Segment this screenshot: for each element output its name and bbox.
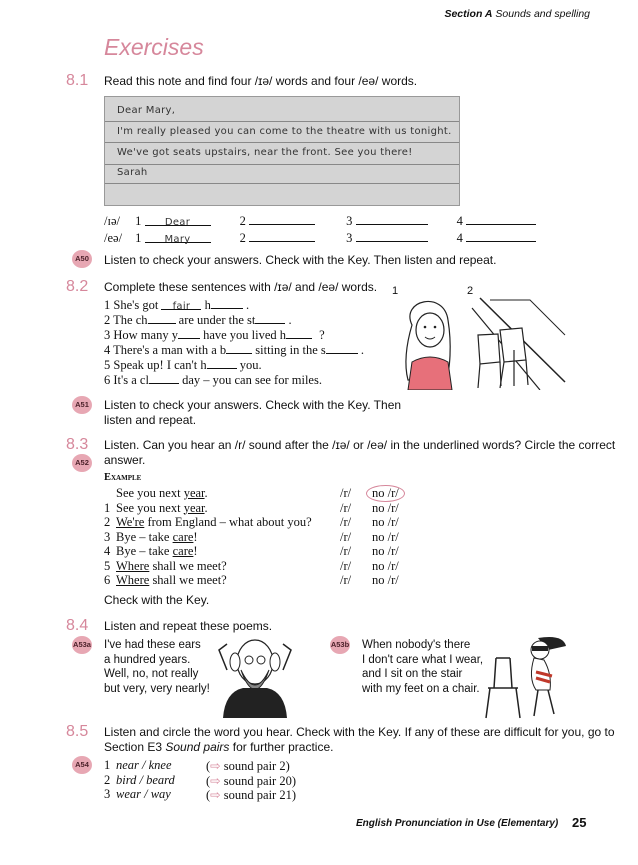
option-no-r[interactable]: no /r/ (372, 573, 399, 587)
poem-line: I've had these ears (104, 639, 201, 651)
sentence: 6 It's a cl day – you can see for miles. (104, 373, 322, 387)
poem-line: I don't care what I wear, (362, 653, 484, 666)
word-pair[interactable]: wear / way (116, 787, 171, 801)
option-r[interactable]: /r/ (340, 573, 352, 587)
option-r[interactable]: /r/ (340, 486, 352, 500)
audio-track-icon[interactable]: A51 (72, 396, 92, 414)
arrow-icon: ⇨ (210, 759, 221, 773)
listen-instruction: listen and repeat. (104, 413, 197, 427)
list-item: 3 wear / way (104, 787, 171, 801)
answer-blank[interactable] (326, 342, 358, 354)
audio-track-icon[interactable]: A53a (72, 636, 92, 654)
option-no-r[interactable]: no /r/ (372, 500, 399, 515)
underlined-word: care (172, 544, 194, 558)
answer-blank[interactable]: Dear (145, 214, 211, 226)
sound-pair-reference[interactable]: (⇨ sound pair 2) (206, 759, 290, 773)
list-item: 1 near / knee (104, 758, 172, 772)
listen-instruction: Listen to check your answers. Check with the Key. Then (104, 398, 402, 412)
page-number: 25 (572, 815, 587, 830)
arrow-icon: ⇨ (210, 788, 221, 802)
underlined-word: Where (116, 558, 150, 573)
answer-row-ia: /ɪə/ 1 Dear 2 3 4 (104, 213, 536, 229)
word-pair[interactable]: near / knee (116, 758, 172, 772)
word-pair[interactable]: bird / beard (116, 772, 175, 787)
exercise-8-4-instruction: Listen and repeat these poems. (104, 619, 273, 633)
sentence: 5 Speak up! I can't h you. (104, 358, 262, 372)
answer-row-ea: /eə/ 1 Mary 2 3 4 (104, 230, 536, 246)
exercise-8-3-instruction: Listen. Can you hear an /r/ sound after the /ɪə/ or /eə/ in the underlined words? Circle the correct (104, 438, 616, 452)
answer-blank[interactable]: Mary (145, 231, 211, 243)
option-r[interactable]: /r/ (340, 515, 352, 529)
answer-blank[interactable] (178, 327, 200, 339)
audio-track-icon[interactable]: A54 (72, 756, 92, 774)
poem-line: but very, very nearly! (104, 682, 210, 695)
poem-line: with my feet on a chair. (362, 682, 480, 695)
exercise-number-8-3: 8.3 (66, 436, 89, 453)
option-r[interactable]: /r/ (340, 558, 352, 573)
audio-track-icon[interactable]: A52 (72, 454, 92, 472)
answer-blank[interactable] (249, 230, 315, 242)
underlined-word: year (183, 500, 205, 515)
sentence: 4 There's a man with a b sitting in the s . (104, 343, 365, 357)
answer-blank[interactable] (356, 213, 428, 225)
table-row: 5 Where shall we meet? (104, 558, 227, 573)
exercise-8-1-instruction: Read this note and find four /ɪə/ words and four /eə/ words. (104, 74, 418, 88)
underlined-word: We're (116, 515, 145, 529)
picture-number: 2 (467, 285, 474, 297)
sentence: 1 She's got fair h . (104, 298, 250, 312)
underlined-word: year (183, 486, 205, 500)
sound-pair-reference[interactable]: (⇨ sound pair 21) (206, 788, 296, 802)
answer-blank[interactable] (466, 230, 536, 242)
header-topic: Sounds and spelling (495, 8, 590, 20)
option-r[interactable]: /r/ (340, 500, 352, 515)
table-row: 3 Bye – take care! (104, 529, 198, 544)
table-row: 6 Where shall we meet? (104, 573, 227, 587)
answer-blank[interactable] (466, 213, 536, 225)
exercise-number-8-2: 8.2 (66, 278, 89, 295)
note-line: I'm really pleased you can come to the theatre with us tonight. (117, 126, 452, 137)
cat-on-chair-illustration (478, 628, 574, 720)
answer-blank[interactable] (211, 297, 243, 309)
exercise-8-3-instruction: answer. (104, 453, 146, 467)
option-r[interactable]: /r/ (340, 544, 352, 558)
answer-blank[interactable] (255, 312, 285, 324)
poem-line: When nobody's there (362, 639, 471, 651)
answer-blank[interactable] (249, 213, 315, 225)
audio-track-icon[interactable]: A53b (330, 636, 350, 654)
footer-book-title: English Pronunciation in Use (Elementary) (356, 818, 559, 829)
answer-blank[interactable] (286, 327, 312, 339)
option-r[interactable]: /r/ (340, 529, 352, 544)
chairs-stairs-illustration (470, 290, 570, 390)
answer-blank[interactable]: fair (161, 298, 201, 310)
table-row: See you next year. (116, 486, 208, 500)
table-row: 2 We're from England – what about you? (104, 515, 312, 529)
handwritten-note (104, 96, 460, 206)
exercise-number-8-4: 8.4 (66, 617, 89, 634)
poem-line: and I sit on the stair (362, 668, 463, 680)
arrow-icon: ⇨ (210, 773, 221, 788)
underlined-word: care (172, 529, 194, 544)
sound-pair-reference[interactable]: (⇨ sound pair 20) (206, 773, 296, 788)
option-no-r[interactable]: no /r/ (372, 515, 399, 529)
exercise-8-5-instruction: Listen and circle the word you hear. Check with the Key. If any of these are difficult for you, go to (104, 725, 615, 739)
exercise-number-8-1: 8.1 (66, 72, 89, 89)
poem-line: Well, no, not really (104, 668, 199, 680)
listen-instruction: Listen to check your answers. Check with the Key. Then listen and repeat. (104, 253, 497, 267)
audio-track-icon[interactable]: A50 (72, 250, 92, 268)
answer-blank[interactable] (356, 230, 428, 242)
table-row: 4 Bye – take care! (104, 544, 198, 558)
table-row: 1 See you next year. (104, 500, 208, 515)
sentence: 2 The ch are under the st . (104, 313, 292, 327)
running-header (444, 8, 590, 20)
girl-illustration (392, 290, 462, 390)
underlined-word: Where (116, 573, 150, 587)
option-no-r[interactable]: no /r/ (366, 485, 405, 502)
list-item: 2 bird / beard (104, 772, 175, 787)
poem-a (104, 638, 210, 696)
exercise-8-5-instruction-2: Section E3 Sound pairs for further practice. (104, 740, 334, 754)
check-key: Check with the Key. (104, 593, 210, 607)
poem-b (362, 638, 483, 696)
option-no-r[interactable]: no /r/ (372, 558, 399, 573)
answer-blank[interactable] (149, 372, 179, 384)
poem-line: a hundred years. (104, 653, 191, 666)
header-section: Section A (444, 8, 493, 20)
answer-blank[interactable] (226, 342, 252, 354)
option-no-r[interactable]: no /r/ (372, 529, 399, 544)
answer-blank[interactable] (148, 312, 176, 324)
note-line: Dear Mary, (117, 105, 176, 116)
picture-number: 1 (392, 285, 399, 297)
option-no-r[interactable]: no /r/ (372, 544, 399, 558)
page-title: Exercises (104, 34, 204, 60)
note-line: Sarah (117, 167, 148, 178)
example-label: Example (104, 472, 142, 483)
exercise-8-2-instruction: Complete these sentences with /ɪə/ and /eə/ words. (104, 280, 378, 294)
note-line: We've got seats upstairs, near the front. See you there! (117, 147, 413, 158)
sentence: 3 How many y have you lived h ? (104, 328, 325, 342)
exercise-number-8-5: 8.5 (66, 723, 89, 740)
answer-blank[interactable] (207, 357, 237, 369)
old-man-illustration (205, 630, 305, 718)
